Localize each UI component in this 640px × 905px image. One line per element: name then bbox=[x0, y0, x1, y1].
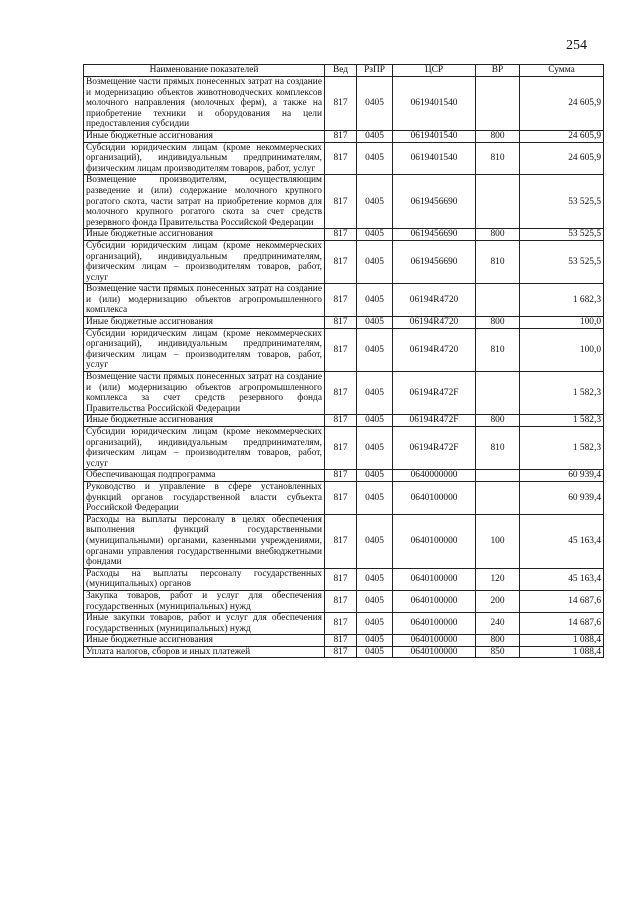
cell-rzpr: 0405 bbox=[357, 284, 393, 317]
cell-vr bbox=[476, 372, 520, 415]
table-row bbox=[84, 590, 604, 612]
page-number: 254 bbox=[566, 38, 587, 53]
cell-csr: 0640100000 bbox=[393, 646, 476, 658]
table-row bbox=[84, 646, 604, 658]
table-row bbox=[84, 415, 604, 427]
cell-ved: 817 bbox=[325, 481, 357, 514]
header-rzpr: РзПР bbox=[357, 65, 393, 77]
cell-sum: 60 939,4 bbox=[520, 470, 604, 482]
cell-csr: 0640100000 bbox=[393, 514, 476, 568]
cell-csr: 0640100000 bbox=[393, 568, 476, 590]
table-body bbox=[84, 77, 604, 658]
cell-vr: 810 bbox=[476, 328, 520, 371]
cell-csr: 06194R4720 bbox=[393, 317, 476, 329]
cell-ved: 817 bbox=[325, 142, 357, 175]
cell-ved: 817 bbox=[325, 635, 357, 647]
cell-vr: 810 bbox=[476, 240, 520, 283]
header-csr: ЦСР bbox=[393, 65, 476, 77]
table-header-row bbox=[84, 65, 604, 77]
cell-csr: 06194R472F bbox=[393, 415, 476, 427]
cell-ved: 817 bbox=[325, 613, 357, 635]
cell-sum: 1 088,4 bbox=[520, 635, 604, 647]
table-row bbox=[84, 240, 604, 283]
cell-sum: 45 163,4 bbox=[520, 568, 604, 590]
cell-ved: 817 bbox=[325, 240, 357, 283]
cell-name: Возмещение производителям, осуществляющим разведение и (или) содержание молочного крупного рогатого скота, части затрат на приобретение кормов для молочного крупного рогатого скота за счет средств резервного фонда Правительства Российской Федерации bbox=[84, 175, 325, 229]
cell-csr: 0640000000 bbox=[393, 470, 476, 482]
cell-vr: 800 bbox=[476, 415, 520, 427]
cell-name: Субсидии юридическим лицам (кроме некоммерческих организаций), индивидуальным предпринимателям, физическим лицам – производителям товаров, работ, услуг bbox=[84, 328, 325, 371]
cell-ved: 817 bbox=[325, 229, 357, 241]
table-row bbox=[84, 427, 604, 470]
cell-name: Субсидии юридическим лицам (кроме некоммерческих организаций), индивидуальным предпринимателям, физическим лицам – производителям товаров, работ, услуг bbox=[84, 427, 325, 470]
cell-sum: 1 582,3 bbox=[520, 427, 604, 470]
cell-vr bbox=[476, 470, 520, 482]
cell-rzpr: 0405 bbox=[357, 635, 393, 647]
cell-name: Расходы на выплаты персоналу в целях обеспечения выполнения функций государственными (муниципальными) органами, казенными учреждениями, органами управления государственными внебюджетными фондами bbox=[84, 514, 325, 568]
cell-name: Иные закупки товаров, работ и услуг для обеспечения государственных (муниципальных) нужд bbox=[84, 613, 325, 635]
cell-ved: 817 bbox=[325, 470, 357, 482]
cell-ved: 817 bbox=[325, 175, 357, 229]
cell-csr: 0619401540 bbox=[393, 77, 476, 131]
cell-sum: 45 163,4 bbox=[520, 514, 604, 568]
cell-sum: 60 939,4 bbox=[520, 481, 604, 514]
cell-name: Иные бюджетные ассигнования bbox=[84, 415, 325, 427]
cell-ved: 817 bbox=[325, 646, 357, 658]
header-vr: ВР bbox=[476, 65, 520, 77]
table-row bbox=[84, 613, 604, 635]
table-row bbox=[84, 229, 604, 241]
cell-vr: 800 bbox=[476, 130, 520, 142]
cell-csr: 06194R472F bbox=[393, 372, 476, 415]
cell-vr: 800 bbox=[476, 229, 520, 241]
cell-sum: 1 582,3 bbox=[520, 372, 604, 415]
cell-name: Руководство и управление в сфере установленных функций органов государственной власти субъекта Российской Федерации bbox=[84, 481, 325, 514]
table-row bbox=[84, 142, 604, 175]
table-row bbox=[84, 328, 604, 371]
table-row bbox=[84, 77, 604, 131]
cell-rzpr: 0405 bbox=[357, 514, 393, 568]
cell-sum: 24 605,9 bbox=[520, 142, 604, 175]
cell-vr: 810 bbox=[476, 142, 520, 175]
table-row bbox=[84, 514, 604, 568]
cell-name: Субсидии юридическим лицам (кроме некоммерческих организаций), индивидуальным предпринимателям, физическим лицам – производителям товаров, работ, услуг bbox=[84, 240, 325, 283]
cell-rzpr: 0405 bbox=[357, 175, 393, 229]
cell-rzpr: 0405 bbox=[357, 240, 393, 283]
cell-sum: 24 605,9 bbox=[520, 130, 604, 142]
cell-sum: 1 582,3 bbox=[520, 415, 604, 427]
cell-csr: 0619456690 bbox=[393, 240, 476, 283]
cell-vr: 100 bbox=[476, 514, 520, 568]
cell-name: Иные бюджетные ассигнования bbox=[84, 317, 325, 329]
table-row bbox=[84, 317, 604, 329]
cell-ved: 817 bbox=[325, 415, 357, 427]
cell-rzpr: 0405 bbox=[357, 130, 393, 142]
cell-rzpr: 0405 bbox=[357, 481, 393, 514]
cell-name: Уплата налогов, сборов и иных платежей bbox=[84, 646, 325, 658]
cell-vr: 120 bbox=[476, 568, 520, 590]
table-row bbox=[84, 470, 604, 482]
cell-name: Субсидии юридическим лицам (кроме некоммерческих организаций), индивидуальным предпринимателям, физическим лицам производителям товаров, работ, услуг bbox=[84, 142, 325, 175]
cell-rzpr: 0405 bbox=[357, 77, 393, 131]
table-row bbox=[84, 284, 604, 317]
cell-sum: 1 682,3 bbox=[520, 284, 604, 317]
cell-name: Расходы на выплаты персоналу государственных (муниципальных) органов bbox=[84, 568, 325, 590]
cell-csr: 06194R4720 bbox=[393, 284, 476, 317]
cell-rzpr: 0405 bbox=[357, 590, 393, 612]
cell-sum: 14 687,6 bbox=[520, 590, 604, 612]
budget-table bbox=[83, 64, 604, 658]
table-row bbox=[84, 372, 604, 415]
cell-name: Закупка товаров, работ и услуг для обеспечения государственных (муниципальных) нужд bbox=[84, 590, 325, 612]
cell-vr bbox=[476, 77, 520, 131]
cell-ved: 817 bbox=[325, 372, 357, 415]
header-sum: Сумма bbox=[520, 65, 604, 77]
cell-sum: 14 687,6 bbox=[520, 613, 604, 635]
cell-sum: 53 525,5 bbox=[520, 240, 604, 283]
cell-sum: 53 525,5 bbox=[520, 229, 604, 241]
cell-ved: 817 bbox=[325, 514, 357, 568]
cell-ved: 817 bbox=[325, 317, 357, 329]
cell-vr: 800 bbox=[476, 317, 520, 329]
cell-rzpr: 0405 bbox=[357, 142, 393, 175]
cell-ved: 817 bbox=[325, 328, 357, 371]
header-name: Наименование показателей bbox=[84, 65, 325, 77]
cell-sum: 100,0 bbox=[520, 317, 604, 329]
cell-name: Возмещение части прямых понесенных затрат на создание и (или) модернизацию объектов агропромышленного комплекса bbox=[84, 284, 325, 317]
cell-rzpr: 0405 bbox=[357, 470, 393, 482]
table-row bbox=[84, 635, 604, 647]
cell-name: Обеспечивающая подпрограмма bbox=[84, 470, 325, 482]
cell-vr: 200 bbox=[476, 590, 520, 612]
cell-rzpr: 0405 bbox=[357, 427, 393, 470]
cell-csr: 0640100000 bbox=[393, 635, 476, 647]
cell-rzpr: 0405 bbox=[357, 646, 393, 658]
cell-csr: 0640100000 bbox=[393, 481, 476, 514]
cell-csr: 0619456690 bbox=[393, 175, 476, 229]
table-row bbox=[84, 175, 604, 229]
cell-name: Иные бюджетные ассигнования bbox=[84, 635, 325, 647]
cell-ved: 817 bbox=[325, 130, 357, 142]
cell-sum: 1 088,4 bbox=[520, 646, 604, 658]
cell-ved: 817 bbox=[325, 284, 357, 317]
cell-csr: 0619456690 bbox=[393, 229, 476, 241]
cell-csr: 06194R472F bbox=[393, 427, 476, 470]
cell-ved: 817 bbox=[325, 427, 357, 470]
cell-rzpr: 0405 bbox=[357, 568, 393, 590]
table-row bbox=[84, 130, 604, 142]
cell-rzpr: 0405 bbox=[357, 613, 393, 635]
cell-rzpr: 0405 bbox=[357, 372, 393, 415]
cell-vr: 240 bbox=[476, 613, 520, 635]
cell-ved: 817 bbox=[325, 77, 357, 131]
cell-csr: 06194R4720 bbox=[393, 328, 476, 371]
cell-vr bbox=[476, 481, 520, 514]
cell-ved: 817 bbox=[325, 568, 357, 590]
cell-csr: 0640100000 bbox=[393, 613, 476, 635]
cell-name: Возмещение части прямых понесенных затрат на создание и (или) модернизацию объектов агропромышленного комплекса за счет средств резервного фонда Правительства Российской Федерации bbox=[84, 372, 325, 415]
cell-csr: 0619401540 bbox=[393, 130, 476, 142]
cell-csr: 0619401540 bbox=[393, 142, 476, 175]
cell-ved: 817 bbox=[325, 590, 357, 612]
cell-name: Иные бюджетные ассигнования bbox=[84, 130, 325, 142]
cell-rzpr: 0405 bbox=[357, 415, 393, 427]
cell-rzpr: 0405 bbox=[357, 328, 393, 371]
cell-name: Иные бюджетные ассигнования bbox=[84, 229, 325, 241]
table-row bbox=[84, 568, 604, 590]
cell-rzpr: 0405 bbox=[357, 317, 393, 329]
header-ved: Вед bbox=[325, 65, 357, 77]
cell-vr bbox=[476, 175, 520, 229]
cell-csr: 0640100000 bbox=[393, 590, 476, 612]
cell-name: Возмещение части прямых понесенных затрат на создание и модернизацию объектов животноводческих комплексов молочного направления (молочных ферм), а также на приобретение техники и оборудования на цели предоставления субсидии bbox=[84, 77, 325, 131]
cell-sum: 24 605,9 bbox=[520, 77, 604, 131]
table-row bbox=[84, 481, 604, 514]
cell-vr: 810 bbox=[476, 427, 520, 470]
cell-rzpr: 0405 bbox=[357, 229, 393, 241]
cell-sum: 53 525,5 bbox=[520, 175, 604, 229]
cell-sum: 100,0 bbox=[520, 328, 604, 371]
cell-vr bbox=[476, 284, 520, 317]
cell-vr: 850 bbox=[476, 646, 520, 658]
cell-vr: 800 bbox=[476, 635, 520, 647]
